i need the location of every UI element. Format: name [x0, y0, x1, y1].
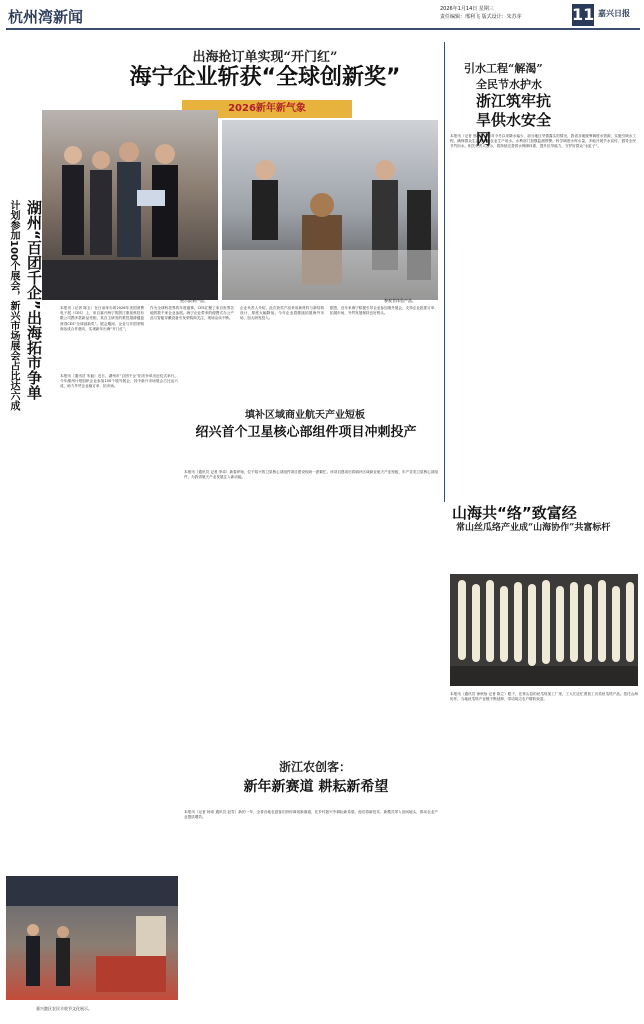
photo-loofah — [450, 574, 638, 686]
main-body-col2: 作为全球科技界的年度盛事，CES汇聚了来自世界各地的数千家企业参展。海宁企业带来的便携式办公产品与智能穿戴设备引发采购商关注，现场洽谈不断。 — [150, 306, 234, 321]
left-vertical-headline: 湖州“百团千企”出海拓市争单 — [25, 200, 43, 400]
loofah-drying-racks — [450, 574, 638, 686]
section-title: 杭州湾新闻 — [8, 8, 84, 26]
photo-exhibition-hall — [6, 876, 178, 1000]
right-top-body: 本报讯（记者 邢丽英）面对今冬以来降水偏少、部分地区旱情露头的情况，我省各地统筹调度水资源，实施引调水工程，确保群众生活用水和农业生产用水。水利部门加强监测预警，科学调度水库水量，多地开展节水宣传，倡导全民节约用水。相关负责人表示，将持续完善供水保障体系，提升抗旱能力，守护好群众“水缸子”。 — [450, 134, 636, 149]
caption-right: 参观者体验产品。 — [384, 298, 416, 303]
right-bottom-headline: 山海共“络”致富经 — [452, 504, 577, 522]
right-top-kicker: 引水工程“解渴” — [464, 62, 543, 75]
center-bottom-headline: 新年新赛道 耕耘新希望 — [243, 779, 389, 795]
main-headline: 海宁企业斩获“全球创新奖” — [129, 65, 401, 90]
main-kicker: 出海抢订单实现“开门红” — [192, 50, 338, 65]
divider-right-top — [444, 42, 445, 502]
center-mid-headline: 绍兴首个卫星核心部组件项目冲刺投产 — [195, 425, 417, 440]
right-top-kicker2: 全民节水护水 — [476, 78, 542, 91]
right-top-headline: 浙江筑牢抗旱供水安全网 — [476, 92, 552, 148]
bottom-caption: 嘉兴港区农民丰收节文化展示。 — [36, 1006, 92, 1011]
right-bottom-body: 本报讯（通讯员 徐秋怡 记者 陈立）眼下，在常山县的丝瓜络加工厂里，工人们正忙着加工各类丝瓜络产品。依托山海协作，当地丝瓜络产业链不断延伸，带动周边农户增收致富。 — [450, 692, 638, 702]
people-figures — [42, 110, 218, 300]
photo-visitors — [222, 120, 438, 300]
left-vertical-body: 本报讯（通讯员 朱毅）近日，湖州市“百团千企”拓市争单出征仪式举行。今年湖州计划组织企业参加100个境外展会，其中新兴市场展会占比达六成，助力外贸企业稳订单、拓市场。 — [60, 374, 178, 389]
main-body-col4: 据悉，近年来海宁积极引导企业参加境外展会，支持企业抢抓订单、拓展市场，外贸发展保持良好势头。 — [330, 306, 438, 316]
center-mid-body: 本报讯（通讯员 记者 李卓）新春伊始，位于绍兴的卫星核心部组件项目建设现场一派繁忙。该项目建成后将填补区域商业航天产业短板，年产各类卫星核心部组件，为我省航天产业发展注入新动能。 — [184, 470, 438, 480]
center-mid-kicker: 填补区域商业航天产业短板 — [245, 410, 365, 421]
photo-exhibitors — [42, 110, 218, 300]
left-vertical-subhead: 计划参加100个展会，新兴市场展会占比达六成 — [8, 200, 19, 411]
center-bottom-kicker: 浙江农创客： — [278, 760, 351, 774]
right-bottom-subhead: 常山丝瓜络产业成“山海协作”共富标杆 — [456, 523, 611, 533]
exhibition-booth — [6, 876, 178, 1000]
visitor-figures — [222, 120, 438, 300]
main-body-col3: 企业负责人介绍，此次获奖产品采用新材料与新结构设计，厚度大幅降低。今年企业将继续拓展海外市场，加大研发投入。 — [240, 306, 324, 321]
editor-line: 责任编辑：邢利飞 版式设计：朱苏芽 — [440, 14, 522, 20]
main-body-col1: 本报讯（记者 陈玉）在日前举办的2026年美国消费电子展（CES）上，来自嘉兴海宁的浙江康视科技有限公司携多款新品亮相，其自主研发的柔性超薄键盘获得CES“全球创新奖”。展会期间，企业与多国采购商达成合作意向，实现新年出海“开门红”。 — [60, 306, 144, 331]
center-bottom-body: 本报讯（记者 杨希 通讯员 赵雪）新的一年，全省各地农创客们纷纷谋划新赛道，在乡村振兴中耕耘新希望。他们将新技术、新模式带入田间地头，推动农业产业提质增效。 — [184, 810, 438, 820]
header-rule — [6, 28, 640, 30]
page-number: 11 — [572, 5, 595, 24]
new-year-badge: 2026新年新气象 — [182, 100, 352, 118]
caption-left: 展示最新产品。 — [180, 298, 208, 303]
date-line: 2026年1月14日 星期三 — [440, 6, 494, 12]
newspaper-logo: 嘉兴日报 — [598, 8, 630, 18]
